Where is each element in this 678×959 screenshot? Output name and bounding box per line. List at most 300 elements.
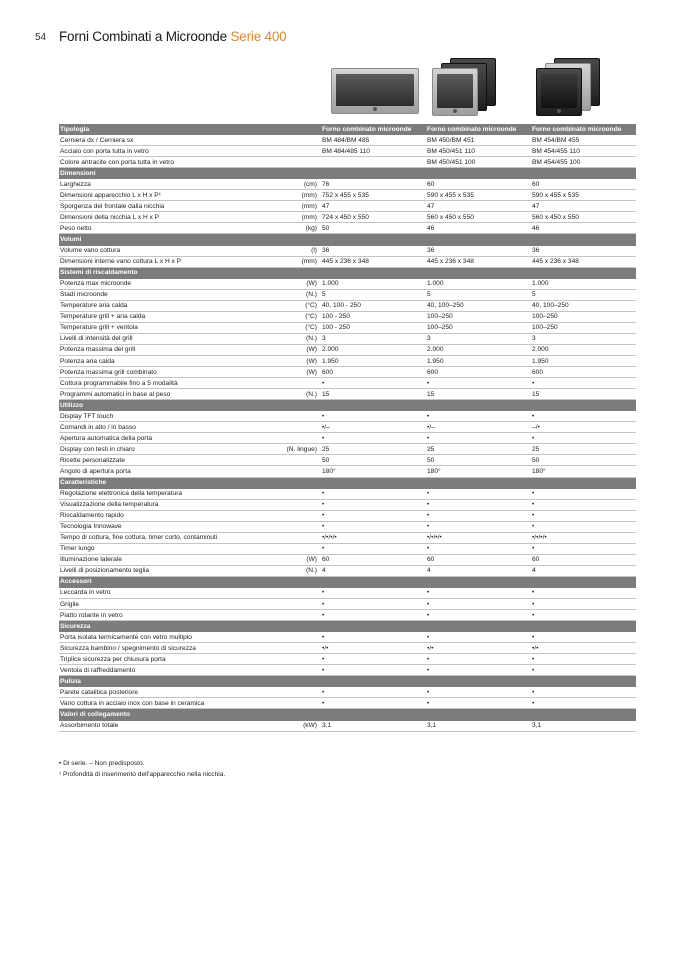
row-value-2: •: [426, 587, 531, 598]
row-value-3: •: [531, 610, 636, 621]
row-unit: (mm): [260, 201, 321, 212]
row-value-1: •: [321, 610, 426, 621]
row-value-3: 4: [531, 565, 636, 576]
row-unit: (°C): [260, 322, 321, 333]
row-value-2: 46: [426, 223, 531, 234]
row-value-1: •: [321, 599, 426, 610]
row-value-1: 25: [321, 444, 426, 455]
row-unit: [260, 488, 321, 499]
row-unit: [260, 135, 321, 146]
row-value-3: •: [531, 499, 636, 510]
table-row: [59, 654, 636, 665]
table-row: [59, 422, 636, 433]
row-unit: (N.): [260, 289, 321, 300]
section-header-row: [59, 267, 636, 278]
row-value-3: 1.950: [531, 355, 636, 366]
row-value-2: •: [426, 433, 531, 444]
row-label: Livelli di posizionamento teglia: [59, 565, 260, 576]
row-value-2: 5: [426, 289, 531, 300]
row-value-2: 100–250: [426, 322, 531, 333]
table-row: [59, 433, 636, 444]
table-row: [59, 565, 636, 576]
row-label: Ventola di raffreddamento: [59, 665, 260, 676]
table-row: [59, 698, 636, 709]
row-value-1: 100 - 250: [321, 311, 426, 322]
row-value-1: •: [321, 521, 426, 532]
row-value-1: 180°: [321, 466, 426, 477]
row-value-1: •: [321, 665, 426, 676]
row-value-1: 3,1: [321, 720, 426, 731]
notes: [59, 758, 225, 780]
row-value-1: •: [321, 499, 426, 510]
row-value-1: 1.000: [321, 278, 426, 289]
row-value-3: 100–250: [531, 311, 636, 322]
row-unit: [260, 665, 321, 676]
row-value-3: 40, 100–250: [531, 300, 636, 311]
row-value-3: •: [531, 521, 636, 532]
row-value-1: 60: [321, 554, 426, 565]
row-value-3: 600: [531, 367, 636, 378]
row-label: Tecnologia Innowave: [59, 521, 260, 532]
row-value-3: 60: [531, 554, 636, 565]
section-title: Sistemi di riscaldamento: [59, 267, 636, 278]
row-value-3: 50: [531, 455, 636, 466]
table-row: [59, 444, 636, 455]
table-row: [59, 610, 636, 621]
section-header-row: [59, 576, 636, 587]
row-unit: (W): [260, 367, 321, 378]
table-row: [59, 201, 636, 212]
row-value-2: 100–250: [426, 311, 531, 322]
row-label: Riscaldamento rapido: [59, 510, 260, 521]
row-unit: [260, 499, 321, 510]
page-title-main: Forni Combinati a Microonde: [59, 29, 231, 44]
section-title: Accessori: [59, 576, 636, 587]
row-value-2: BM 450/BM 451: [426, 135, 531, 146]
section-header-row: [59, 168, 636, 179]
row-unit: (cm): [260, 179, 321, 190]
row-value-1: •: [321, 510, 426, 521]
table-row: [59, 411, 636, 422]
row-value-1: 2.000: [321, 344, 426, 355]
row-value-3: 47: [531, 201, 636, 212]
table-row: [59, 389, 636, 400]
row-value-2: 1.000: [426, 278, 531, 289]
row-value-1: 600: [321, 367, 426, 378]
row-value-1: 724 x 450 x 550: [321, 212, 426, 223]
row-value-1: 50: [321, 223, 426, 234]
row-unit: (mm): [260, 256, 321, 267]
row-label: Dimensioni della nicchia L x H x P: [59, 212, 260, 223]
row-value-3: 15: [531, 389, 636, 400]
row-unit: [260, 654, 321, 665]
row-label: Angolo di apertura porta: [59, 466, 260, 477]
row-value-2: 2.000: [426, 344, 531, 355]
table-row: [59, 599, 636, 610]
row-value-3: •: [531, 599, 636, 610]
row-value-3: BM 454/455 110: [531, 146, 636, 157]
row-label: Timer lungo: [59, 543, 260, 554]
page-number: 54: [35, 32, 47, 43]
row-label: Sporgenza del frontale dalla nicchia: [59, 201, 260, 212]
row-value-3: 46: [531, 223, 636, 234]
table-row: [59, 333, 636, 344]
table-row: [59, 378, 636, 389]
row-value-1: •: [321, 654, 426, 665]
row-value-1: 3: [321, 333, 426, 344]
row-unit: (°C): [260, 311, 321, 322]
row-label: Temperature aria calda: [59, 300, 260, 311]
row-value-2: 50: [426, 455, 531, 466]
row-label: Griglie: [59, 599, 260, 610]
row-value-2: •: [426, 654, 531, 665]
row-unit: (W): [260, 355, 321, 366]
table-row: [59, 543, 636, 554]
row-unit: [260, 543, 321, 554]
row-label: Leccarda in vetro: [59, 587, 260, 598]
row-value-2: •/•/•/•: [426, 532, 531, 543]
row-label: Apertura automatica della porta: [59, 433, 260, 444]
table-row: [59, 322, 636, 333]
section-title: Utilizzo: [59, 400, 636, 411]
row-label: Dimensioni interne vano cottura L x H x P: [59, 256, 260, 267]
row-value-3: •: [531, 411, 636, 422]
row-value-2: 15: [426, 389, 531, 400]
table-row: [59, 554, 636, 565]
row-value-2: 40, 100–250: [426, 300, 531, 311]
row-unit: [260, 532, 321, 543]
row-value-1: 4: [321, 565, 426, 576]
row-label: Dimensioni apparecchio L x H x P¹: [59, 190, 260, 201]
table-row: [59, 146, 636, 157]
row-value-2: 60: [426, 554, 531, 565]
table-row: [59, 256, 636, 267]
table-row: [59, 665, 636, 676]
table-row: [59, 289, 636, 300]
table-row: [59, 532, 636, 543]
row-label: Display con testi in chiaro: [59, 444, 260, 455]
table-row: [59, 687, 636, 698]
row-label: Programmi automatici in base al peso: [59, 389, 260, 400]
row-value-1: 752 x 455 x 535: [321, 190, 426, 201]
section-title: Pulizia: [59, 676, 636, 687]
page-title: [59, 29, 286, 44]
row-unit: [260, 433, 321, 444]
row-value-2: •: [426, 599, 531, 610]
row-unit: [260, 698, 321, 709]
row-value-3: 590 x 455 x 535: [531, 190, 636, 201]
table-row: [59, 466, 636, 477]
row-unit: (N.): [260, 565, 321, 576]
section-header-row: [59, 477, 636, 488]
row-value-1: 5: [321, 289, 426, 300]
row-value-3: 60: [531, 179, 636, 190]
row-label: Triplice sicurezza per chiusura porta: [59, 654, 260, 665]
row-value-2: 3: [426, 333, 531, 344]
row-label: Visualizzazione della temperatura: [59, 499, 260, 510]
row-value-3: •: [531, 378, 636, 389]
row-value-2: •: [426, 510, 531, 521]
row-value-2: 445 x 236 x 348: [426, 256, 531, 267]
row-unit: [260, 610, 321, 621]
row-value-1: 36: [321, 245, 426, 256]
row-unit: [260, 411, 321, 422]
row-label: Comandi in alto / in basso: [59, 422, 260, 433]
row-unit: (W): [260, 344, 321, 355]
row-unit: [260, 599, 321, 610]
row-unit: [260, 455, 321, 466]
row-value-1: BM 484/BM 485: [321, 135, 426, 146]
row-value-1: •/•/•/•: [321, 532, 426, 543]
table-header-row: [59, 124, 636, 135]
row-value-3: 1.000: [531, 278, 636, 289]
row-value-3: •: [531, 665, 636, 676]
row-unit: (kg): [260, 223, 321, 234]
row-unit: (N. lingue): [260, 444, 321, 455]
table-row: [59, 311, 636, 322]
row-value-1: 47: [321, 201, 426, 212]
row-value-3: 3: [531, 333, 636, 344]
row-value-3: BM 454/BM 455: [531, 135, 636, 146]
row-unit: (kW): [260, 720, 321, 731]
row-label: Ricette personalizzate: [59, 455, 260, 466]
row-value-3: •: [531, 632, 636, 643]
row-value-2: 600: [426, 367, 531, 378]
row-value-2: •: [426, 632, 531, 643]
table-row: [59, 157, 636, 168]
row-value-2: 1.950: [426, 355, 531, 366]
row-value-2: •/•: [426, 643, 531, 654]
section-header-row: [59, 400, 636, 411]
section-header-row: [59, 676, 636, 687]
row-value-3: •/•: [531, 643, 636, 654]
row-unit: (N.): [260, 333, 321, 344]
row-value-3: •: [531, 433, 636, 444]
table-row: [59, 521, 636, 532]
row-label: Display TFT touch: [59, 411, 260, 422]
row-value-1: •/•: [321, 643, 426, 654]
row-value-3: 100–250: [531, 322, 636, 333]
row-value-2: •: [426, 665, 531, 676]
row-value-1: •: [321, 687, 426, 698]
row-value-2: 560 x 450 x 550: [426, 212, 531, 223]
table-row: [59, 587, 636, 598]
row-unit: (mm): [260, 190, 321, 201]
row-value-1: 40, 100 - 250: [321, 300, 426, 311]
row-value-3: 36: [531, 245, 636, 256]
row-value-1: 76: [321, 179, 426, 190]
row-value-1: 100 - 250: [321, 322, 426, 333]
row-unit: [260, 521, 321, 532]
footnote: ¹ Profondità di inserimento dell'apparecchio nella nicchia.: [59, 771, 226, 778]
row-value-2: 3,1: [426, 720, 531, 731]
row-value-1: •: [321, 587, 426, 598]
header-column-1: Forno combinato microonde: [321, 124, 426, 135]
page-title-accent: Serie 400: [230, 29, 287, 44]
row-value-1: 15: [321, 389, 426, 400]
row-value-2: 4: [426, 565, 531, 576]
row-label: Illuminazione laterale: [59, 554, 260, 565]
row-label: Potenza massima grill combinato: [59, 367, 260, 378]
table-row: [59, 278, 636, 289]
table-row: [59, 245, 636, 256]
row-label: Porta isolata termicamente con vetro multiplo: [59, 632, 260, 643]
section-header-row: [59, 621, 636, 632]
row-value-2: •/–: [426, 422, 531, 433]
row-value-1: •: [321, 632, 426, 643]
row-value-3: BM 454/455 100: [531, 157, 636, 168]
table-row: [59, 510, 636, 521]
row-value-1: •: [321, 378, 426, 389]
row-unit: [260, 146, 321, 157]
section-header-row: [59, 234, 636, 245]
row-label: Colore antracite con porta tutta in vetro: [59, 157, 260, 168]
row-label: Tempo di cottura, fine cottura, timer corto, contaminuti: [59, 532, 260, 543]
row-label: Temperature grill + aria calda: [59, 311, 260, 322]
row-label: Assorbimento totale: [59, 720, 260, 731]
row-value-3: 25: [531, 444, 636, 455]
table-row: [59, 632, 636, 643]
section-title: Valori di collegamento: [59, 709, 636, 720]
table-row: [59, 643, 636, 654]
table-row: [59, 455, 636, 466]
row-value-3: •: [531, 587, 636, 598]
row-unit: [260, 157, 321, 168]
row-value-2: •: [426, 411, 531, 422]
row-label: Livelli di intensità del grill: [59, 333, 260, 344]
row-value-1: BM 484/485 110: [321, 146, 426, 157]
row-label: Parete catalitica posteriore: [59, 687, 260, 698]
row-label: Peso netto: [59, 223, 260, 234]
section-header-row: [59, 709, 636, 720]
row-value-2: 590 x 455 x 535: [426, 190, 531, 201]
spec-table: [59, 124, 636, 732]
row-value-1: [321, 157, 426, 168]
table-row: [59, 135, 636, 146]
row-unit: [260, 587, 321, 598]
row-value-2: 36: [426, 245, 531, 256]
row-value-1: 1.950: [321, 355, 426, 366]
row-value-3: •: [531, 654, 636, 665]
table-row: [59, 190, 636, 201]
row-value-2: •: [426, 610, 531, 621]
row-value-2: •: [426, 499, 531, 510]
row-unit: (N.): [260, 389, 321, 400]
row-value-2: •: [426, 698, 531, 709]
row-value-1: •: [321, 488, 426, 499]
row-value-2: •: [426, 521, 531, 532]
row-label: Regolazione elettronica della temperatura: [59, 488, 260, 499]
row-unit: (W): [260, 554, 321, 565]
row-value-1: 445 x 236 x 348: [321, 256, 426, 267]
table-row: [59, 212, 636, 223]
row-value-3: 180°: [531, 466, 636, 477]
table-row: [59, 300, 636, 311]
row-value-2: •: [426, 687, 531, 698]
table-row: [59, 720, 636, 731]
row-value-2: 25: [426, 444, 531, 455]
row-value-1: 50: [321, 455, 426, 466]
row-unit: [260, 466, 321, 477]
table-row: [59, 499, 636, 510]
header-column-2: Forno combinato microonde: [426, 124, 531, 135]
table-row: [59, 355, 636, 366]
row-value-3: 560 x 450 x 550: [531, 212, 636, 223]
row-value-1: •/–: [321, 422, 426, 433]
row-label: Sicurezza bambino / spegnimento di sicurezza: [59, 643, 260, 654]
row-unit: (W): [260, 278, 321, 289]
row-unit: [260, 378, 321, 389]
row-label: Temperature grill + ventola: [59, 322, 260, 333]
section-title: Sicurezza: [59, 621, 636, 632]
row-value-2: •: [426, 378, 531, 389]
row-label: Vano cottura in acciaio inox con base in ceramica: [59, 698, 260, 709]
table-row: [59, 367, 636, 378]
row-value-2: BM 450/451 110: [426, 146, 531, 157]
table-row: [59, 223, 636, 234]
row-value-1: •: [321, 433, 426, 444]
row-value-3: •/•/•/•: [531, 532, 636, 543]
row-value-2: •: [426, 488, 531, 499]
row-value-3: 445 x 236 x 348: [531, 256, 636, 267]
section-title: Volumi: [59, 234, 636, 245]
header-label: Tipologia: [59, 124, 321, 135]
row-value-2: 47: [426, 201, 531, 212]
row-label: Acciaio con porta tutta in vetro: [59, 146, 260, 157]
row-label: Potenza massima del grill: [59, 344, 260, 355]
row-value-3: •: [531, 687, 636, 698]
header-column-3: Forno combinato microonde: [531, 124, 636, 135]
row-label: Cottura programmabile fino a 5 modalità: [59, 378, 260, 389]
section-title: Dimensioni: [59, 168, 636, 179]
row-unit: [260, 643, 321, 654]
row-label: Cerniera dx / Cerniera sx: [59, 135, 260, 146]
section-title: Caratteristiche: [59, 477, 636, 488]
row-value-3: 5: [531, 289, 636, 300]
row-value-2: 60: [426, 179, 531, 190]
row-value-3: •: [531, 510, 636, 521]
row-value-2: •: [426, 543, 531, 554]
row-unit: (mm): [260, 212, 321, 223]
table-row: [59, 344, 636, 355]
row-unit: [260, 687, 321, 698]
row-unit: (°C): [260, 300, 321, 311]
row-label: Stadi microonde: [59, 289, 260, 300]
row-value-3: •: [531, 698, 636, 709]
row-value-1: •: [321, 698, 426, 709]
row-label: Larghezza: [59, 179, 260, 190]
table-row: [59, 179, 636, 190]
row-label: Potenza max microonde: [59, 278, 260, 289]
row-value-3: 3,1: [531, 720, 636, 731]
row-value-3: •: [531, 543, 636, 554]
row-unit: [260, 632, 321, 643]
row-value-2: BM 450/451 100: [426, 157, 531, 168]
row-label: Piatto rotante in vetro: [59, 610, 260, 621]
row-unit: [260, 510, 321, 521]
row-label: Potenza aria calda: [59, 355, 260, 366]
row-value-1: •: [321, 411, 426, 422]
row-value-3: –/•: [531, 422, 636, 433]
row-unit: (l): [260, 245, 321, 256]
legend-note: • Di serie. – Non predisposto.: [59, 760, 145, 767]
row-value-1: •: [321, 543, 426, 554]
row-unit: [260, 422, 321, 433]
row-value-3: •: [531, 488, 636, 499]
row-label: Volume vano cottura: [59, 245, 260, 256]
row-value-2: 180°: [426, 466, 531, 477]
table-row: [59, 488, 636, 499]
